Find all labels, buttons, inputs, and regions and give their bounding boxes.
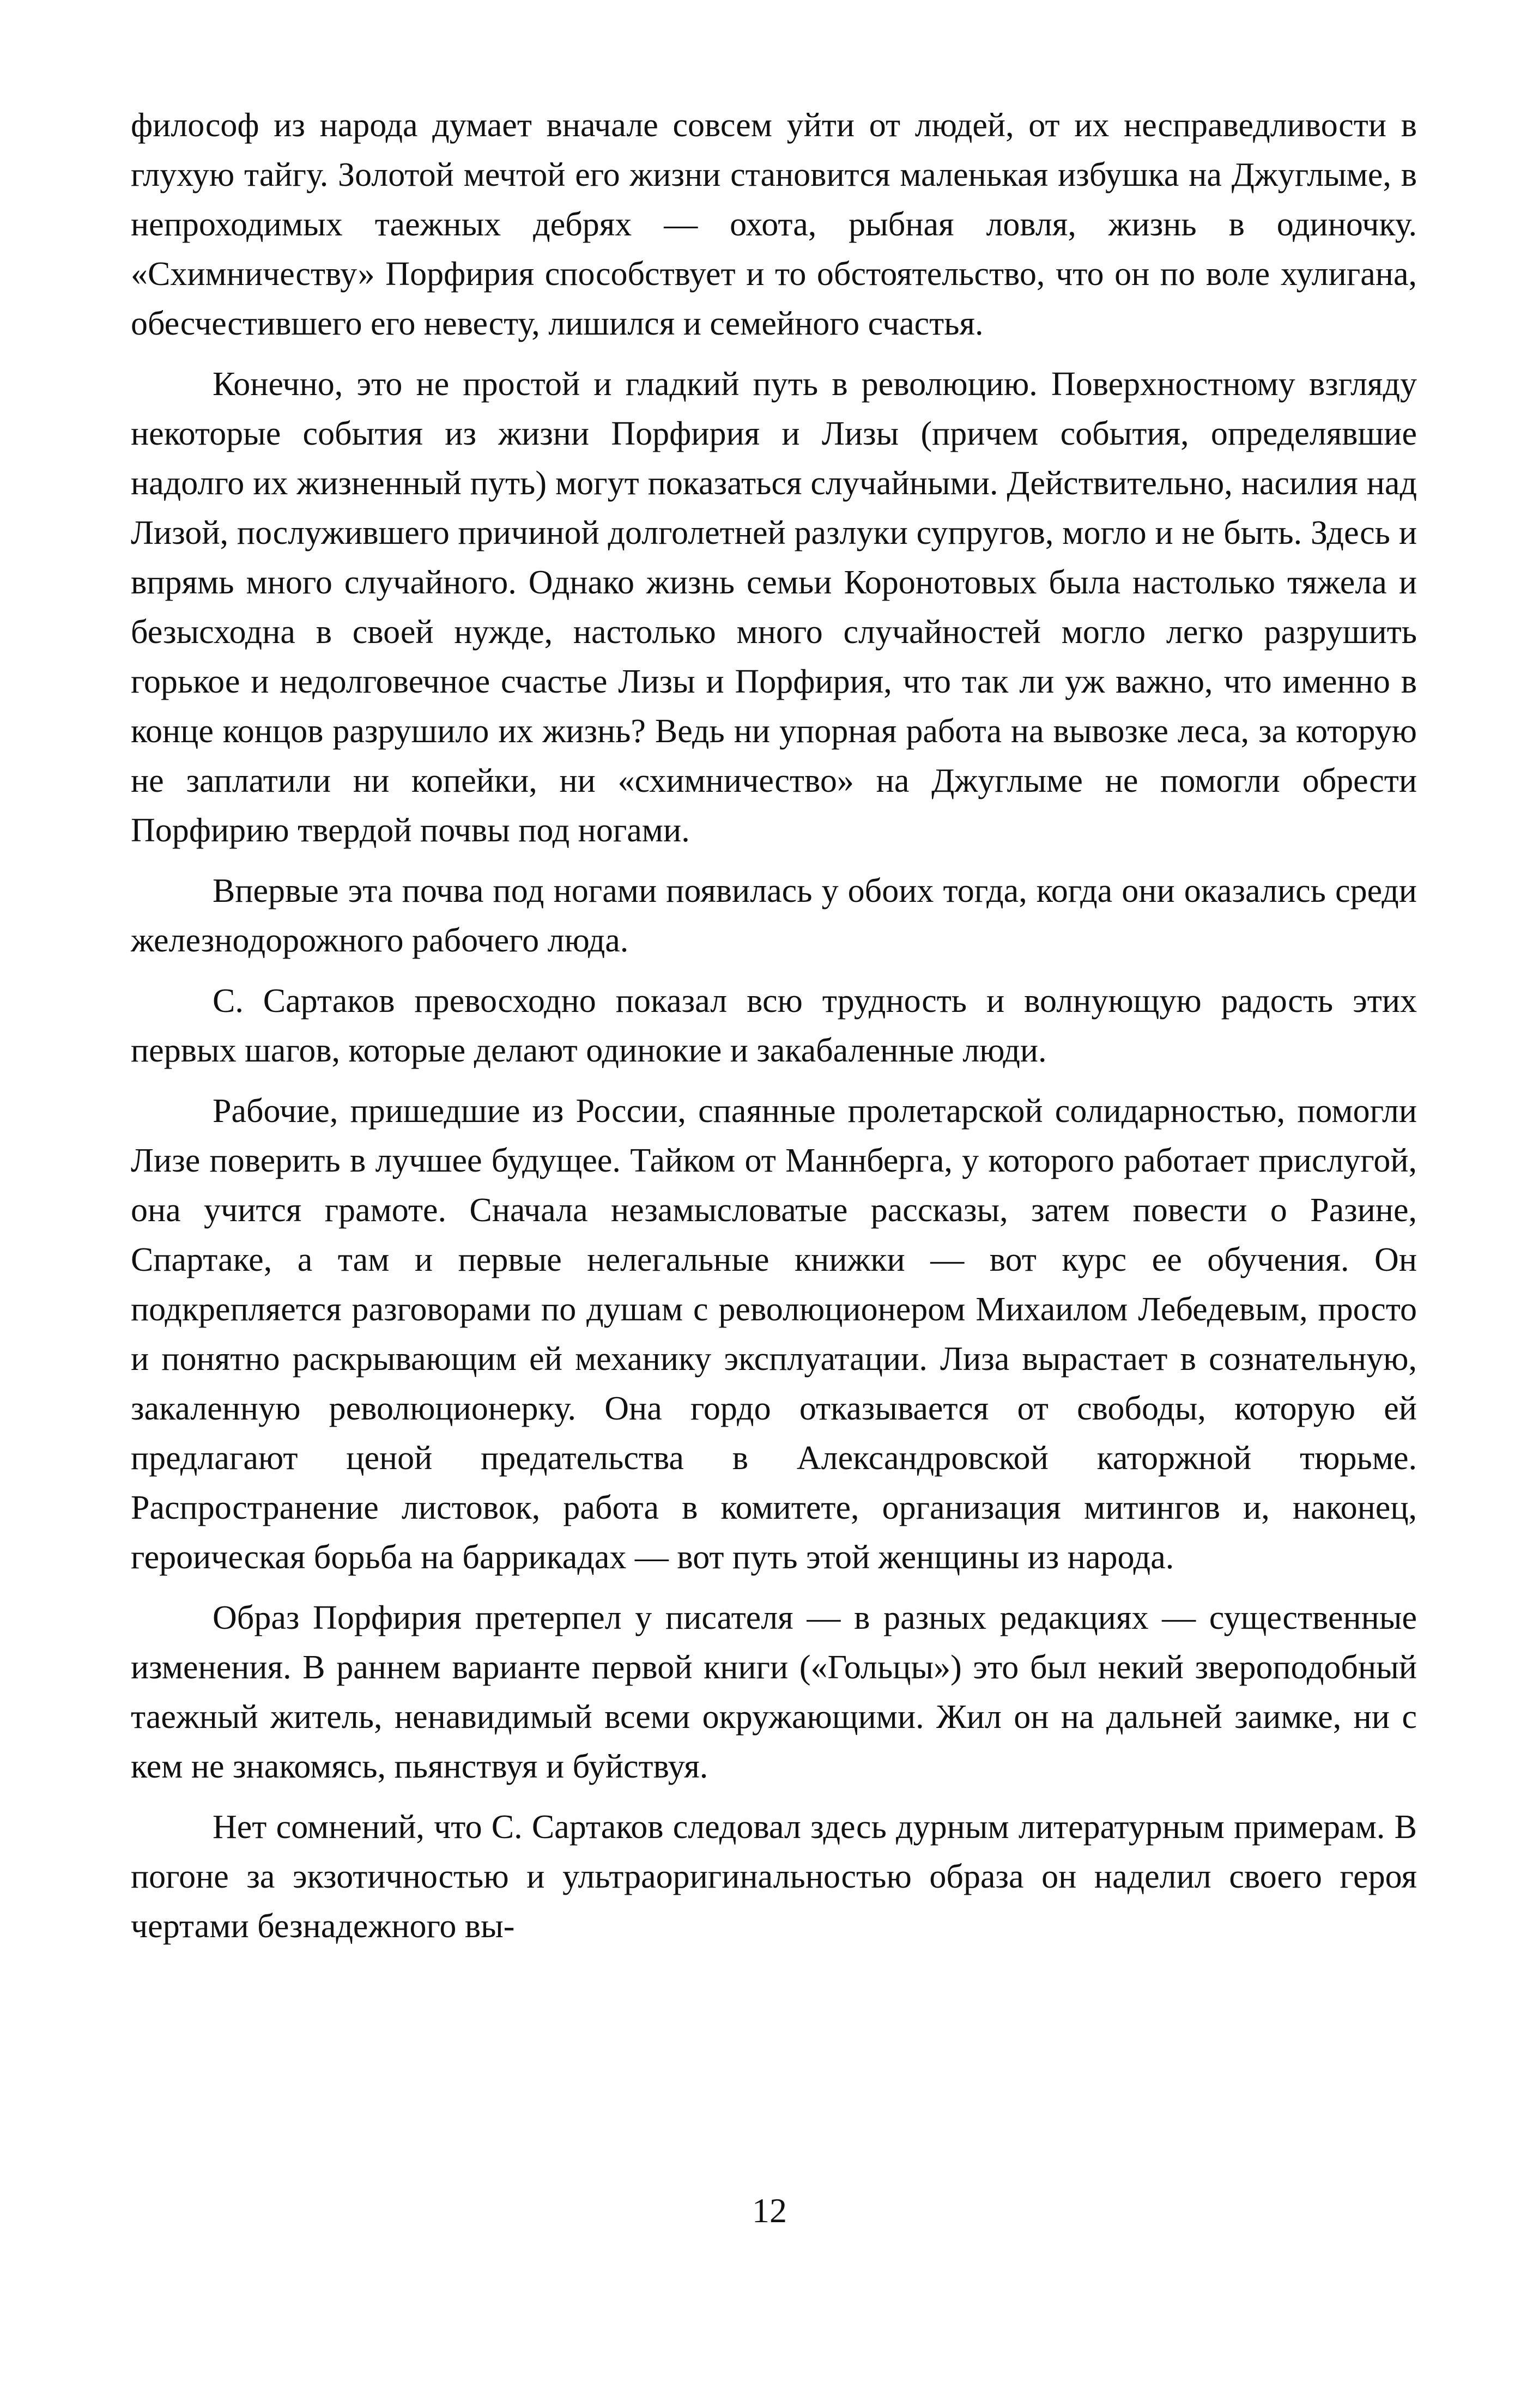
page-number: 12	[752, 2191, 787, 2230]
paragraph-5: Рабочие, пришедшие из России, спаянные пролетарской солидарностью, помогли Лизе поверить в лучшее будущее. Тайком от Маннберга, у которого работает прислугой, она учится грамоте. Сначала незамысловатые рассказы, затем повести о Разине, Спартаке, а там и первые нелегальные книжки — вот курс ее обучения. Он подкрепляется разговорами по душам с революционером Михаилом Лебедевым, просто и понятно раскрывающим ей механику эксплуатации. Лиза вырастает в сознательную, закаленную революционерку. Она гордо отказывается от свободы, которую ей предлагают ценой предательства в Александровской каторжной тюрьме. Распространение листовок, работа в комитете, организация митингов и, наконец, героическая борьба на баррикадах — вот путь этой женщины из народа.	[131, 1093, 1417, 1576]
paragraph-7: Нет сомнений, что С. Сартаков следовал здесь дурным литературным примерам. В погоне за экзотичностью и ультраоригинальностью образа он наделил своего героя чертами безнадежного вы-	[131, 1809, 1417, 1945]
paragraph-4: С. Сартаков превосходно показал всю трудность и волнующую радость этих первых шагов, которые делают одинокие и закабаленные люди.	[131, 982, 1417, 1069]
paragraph-2: Конечно, это не простой и гладкий путь в революцию. Поверхностному взгляду некоторые события из жизни Порфирия и Лизы (причем события, определявшие надолго их жизненный путь) могут показаться случайными. Действительно, насилия над Лизой, послужившего причиной долголетней разлуки супругов, могло и не быть. Здесь и впрямь много случайного. Однако жизнь семьи Коронотовых была настолько тяжела и безысходна в своей нужде, настолько много случайностей могло легко разрушить горькое и недолговечное счастье Лизы и Порфирия, что так ли уж важно, что именно в конце концов разрушило их жизнь? Ведь ни упорная работа на вывозке леса, за которую не заплатили ни копейки, ни «схимничество» на Джуглыме не помогли обрести Порфирию твердой почвы под ногами.	[131, 366, 1417, 849]
paragraph-1: философ из народа думает вначале совсем уйти от людей, от их несправедливости в глухую тайгу. Золотой мечтой его жизни становится маленькая избушка на Джуглыме, в непроходимых таежных дебрях — охота, рыбная ловля, жизнь в одиночку. «Схимничеству» Порфирия способствует и то обстоятельство, что он по воле хулигана, обесчестившего его невесту, лишился и семейного счастья.	[131, 107, 1417, 342]
paragraph-3: Впервые эта почва под ногами появилась у обоих тогда, когда они оказались среди железнодорожного рабочего люда.	[131, 872, 1417, 959]
paragraph-6: Образ Порфирия претерпел у писателя — в разных редакциях — существенные изменения. В раннем варианте первой книги («Гольцы») это был некий звероподобный таежный житель, ненавидимый всеми окружающими. Жил он на дальней заимке, ни с кем не знакомясь, пьянствуя и буйствуя.	[131, 1599, 1417, 1785]
page-body	[131, 101, 1417, 1951]
